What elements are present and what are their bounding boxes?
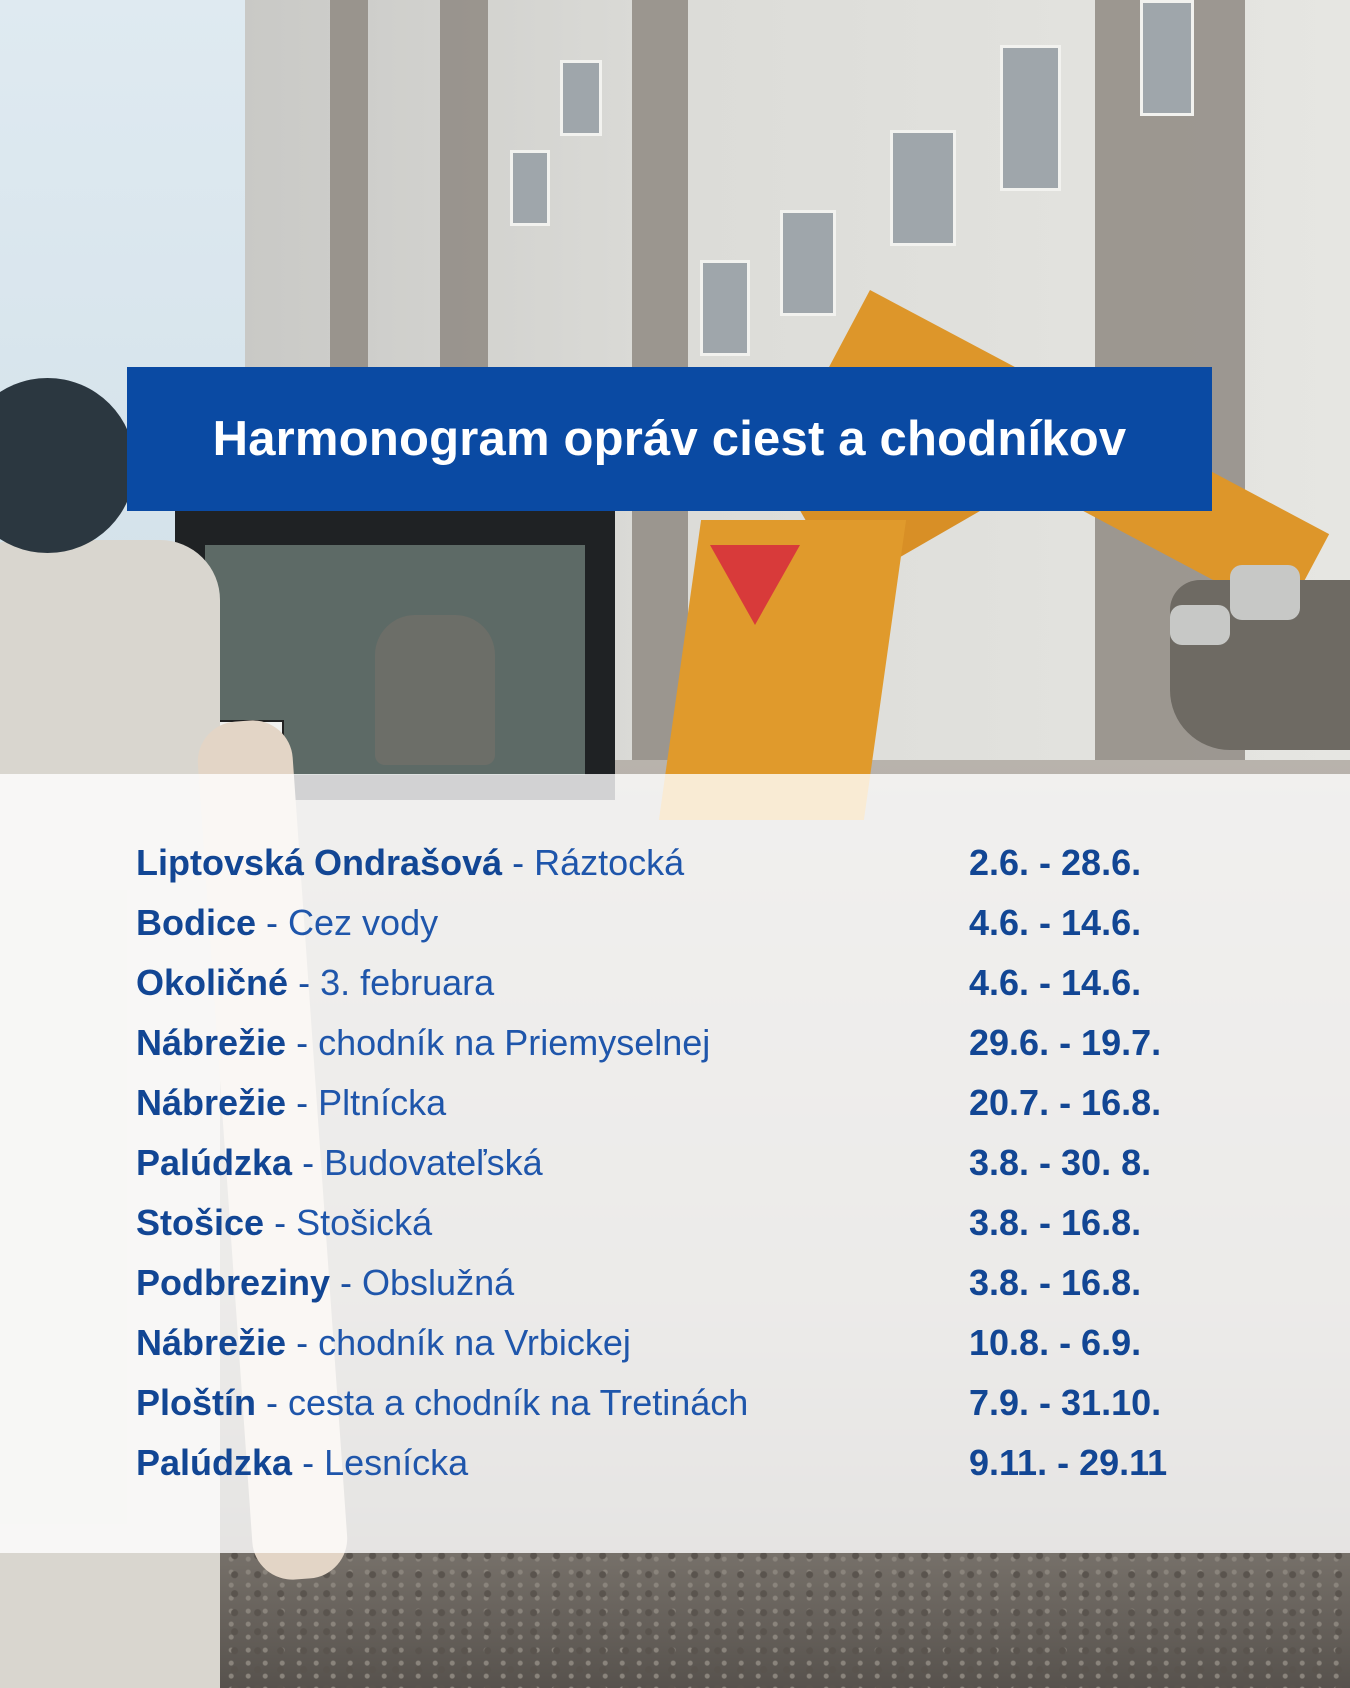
building-window — [700, 260, 750, 356]
building-window — [780, 210, 836, 316]
schedule-row — [136, 1073, 1236, 1133]
schedule-place: Okoličné — [136, 962, 289, 1003]
schedule-row — [136, 1313, 1236, 1373]
schedule-place: Palúdzka — [136, 1142, 293, 1183]
schedule-place: Nábrežie — [136, 1022, 287, 1063]
schedule-street: 3. februara — [320, 962, 495, 1003]
schedule-street: Obslužná — [362, 1262, 515, 1303]
page-title: Harmonogram opráv ciest a chodníkov — [212, 412, 1127, 466]
building-window — [1000, 45, 1061, 191]
rubble-rock — [1170, 605, 1230, 645]
schedule-place: Bodice — [136, 902, 257, 943]
excavator-driver — [375, 615, 495, 765]
schedule-separator: - — [286, 1322, 319, 1363]
schedule-street: Pltnícka — [318, 1082, 447, 1123]
schedule-place: Nábrežie — [136, 1082, 287, 1123]
building-window — [1140, 0, 1194, 116]
schedule-place: Palúdzka — [136, 1442, 293, 1483]
schedule-separator: - — [292, 1142, 325, 1183]
slow-vehicle-triangle-icon — [710, 545, 800, 625]
schedule-dates: 20.7. - 16.8. — [969, 1082, 1162, 1123]
schedule-dates: 10.8. - 6.9. — [969, 1322, 1142, 1363]
schedule-row — [136, 1133, 1236, 1193]
schedule-separator: - — [286, 1082, 319, 1123]
rubble-rock — [1230, 565, 1300, 620]
schedule-street: Budovateľská — [324, 1142, 543, 1183]
schedule-street: chodník na Priemyselnej — [318, 1022, 711, 1063]
schedule-place: Podbreziny — [136, 1262, 331, 1303]
schedule-street: chodník na Vrbickej — [318, 1322, 631, 1363]
schedule-separator: - — [288, 962, 321, 1003]
building-window — [890, 130, 956, 246]
schedule-place: Liptovská Ondrašová — [136, 842, 503, 883]
schedule-place: Nábrežie — [136, 1322, 287, 1363]
schedule-list — [136, 833, 1236, 1493]
schedule-dates: 4.6. - 14.6. — [969, 962, 1142, 1003]
building-window — [510, 150, 550, 226]
schedule-street: Stošická — [296, 1202, 433, 1243]
building-window — [560, 60, 602, 136]
schedule-dates: 3.8. - 16.8. — [969, 1202, 1142, 1243]
schedule-row — [136, 893, 1236, 953]
schedule-row — [136, 1373, 1236, 1433]
schedule-row — [136, 833, 1236, 893]
schedule-separator: - — [502, 842, 535, 883]
schedule-row — [136, 1193, 1236, 1253]
schedule-row — [136, 1433, 1236, 1493]
schedule-dates: 2.6. - 28.6. — [969, 842, 1142, 883]
schedule-separator: - — [256, 902, 289, 943]
schedule-street: Lesnícka — [324, 1442, 469, 1483]
schedule-row — [136, 1013, 1236, 1073]
schedule-separator: - — [256, 1382, 289, 1423]
schedule-street: Ráztocká — [534, 842, 685, 883]
title-banner — [127, 367, 1212, 511]
schedule-row — [136, 1253, 1236, 1313]
schedule-dates: 9.11. - 29.11 — [969, 1442, 1168, 1483]
schedule-street: cesta a chodník na Tretinách — [288, 1382, 749, 1423]
schedule-place: Ploštín — [136, 1382, 257, 1423]
schedule-place: Stošice — [136, 1202, 265, 1243]
schedule-dates: 3.8. - 16.8. — [969, 1262, 1142, 1303]
schedule-dates: 29.6. - 19.7. — [969, 1022, 1162, 1063]
schedule-row — [136, 953, 1236, 1013]
schedule-dates: 3.8. - 30. 8. — [969, 1142, 1152, 1183]
schedule-separator: - — [286, 1022, 319, 1063]
schedule-dates: 7.9. - 31.10. — [969, 1382, 1162, 1423]
schedule-dates: 4.6. - 14.6. — [969, 902, 1142, 943]
schedule-separator: - — [292, 1442, 325, 1483]
schedule-separator: - — [264, 1202, 297, 1243]
schedule-separator: - — [330, 1262, 363, 1303]
schedule-street: Cez vody — [288, 902, 439, 943]
